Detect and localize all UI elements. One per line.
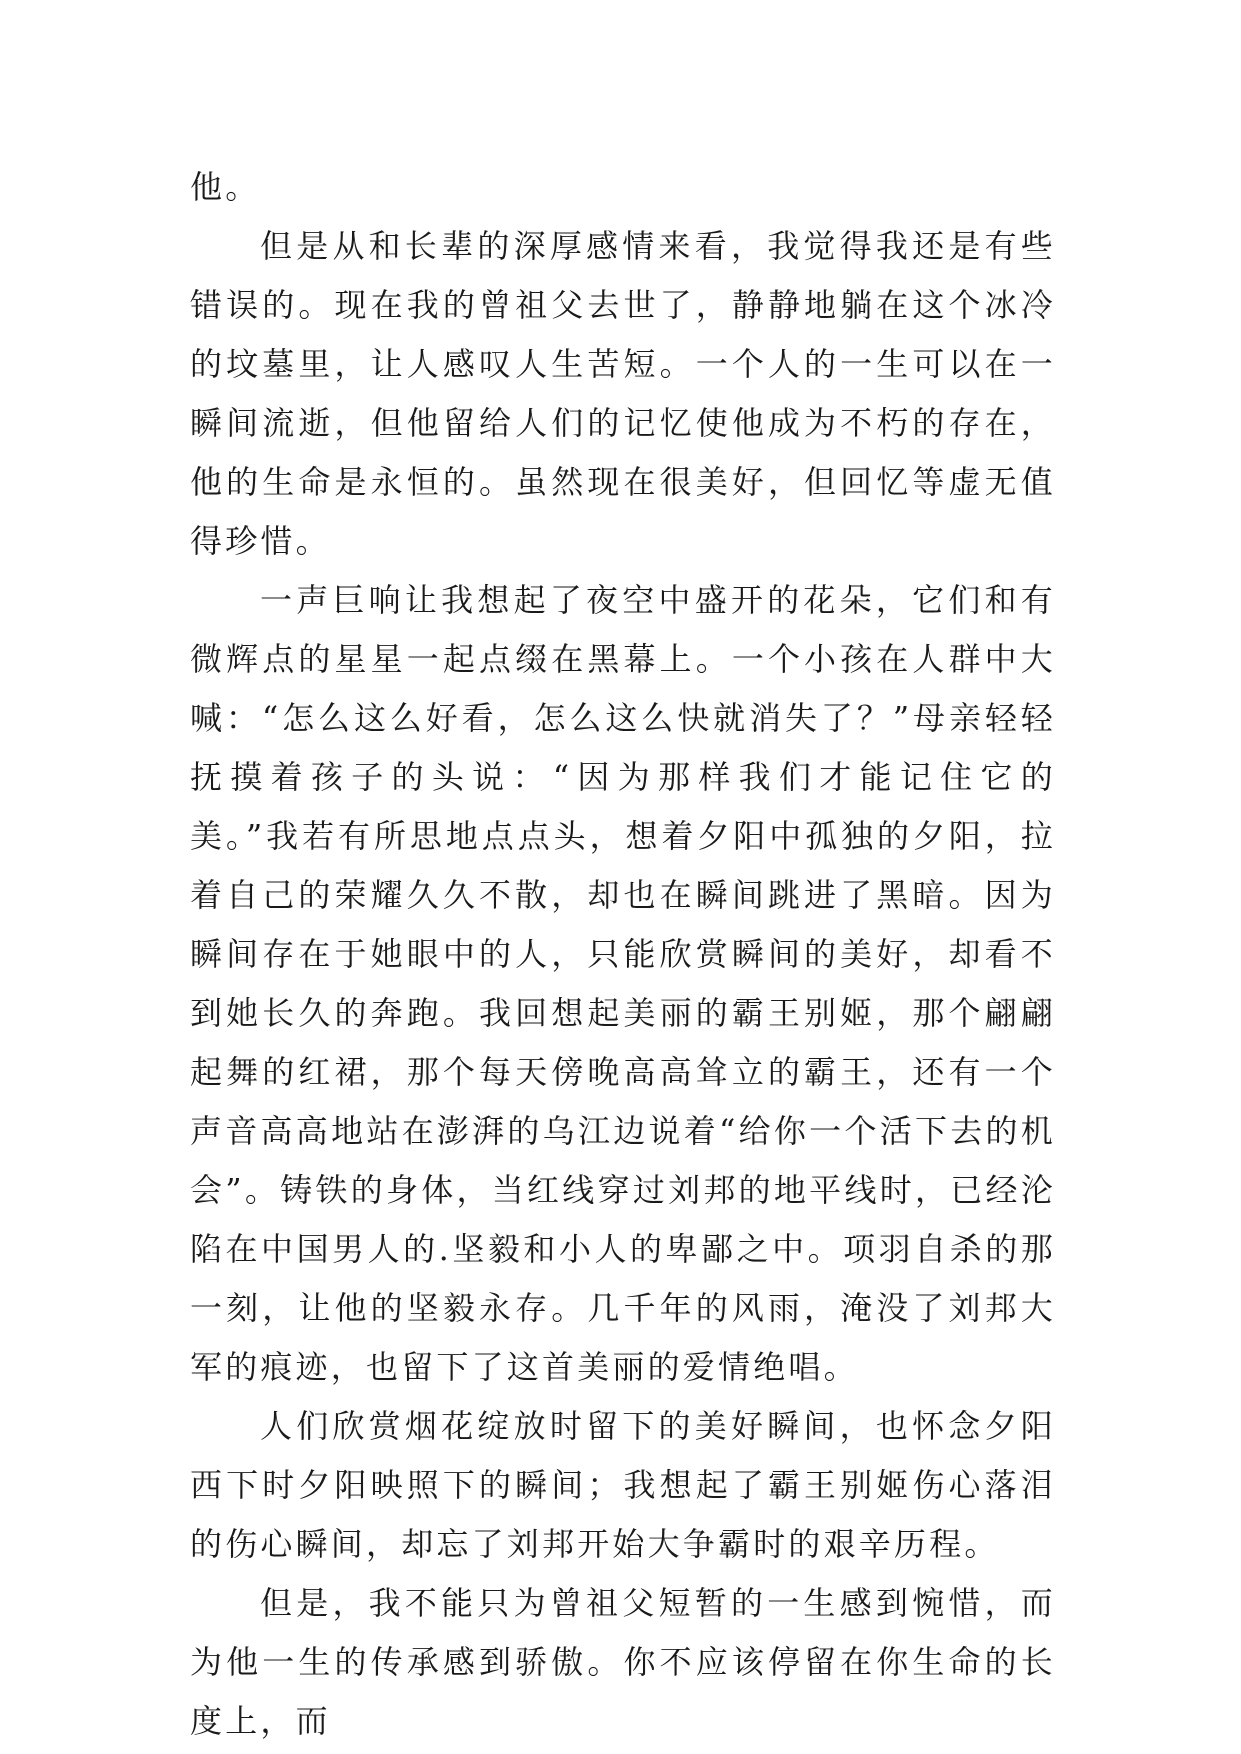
paragraph-legacy-pride: 但是，我不能只为曾祖父短暂的一生感到惋惜，而为他一生的传承感到骄傲。你不应该停留在你生命的长度上，而: [190, 1584, 1056, 1740]
paragraph-ancestor-reflection: 但是从和长辈的深厚感情来看，我觉得我还是有些错误的。现在我的曾祖父去世了，静静地躺在这个冰冷的坟墓里，让人感叹人生苦短。一个人的一生可以在一瞬间流逝，但他留给人们的记忆使他成为不朽的存在，他的生命是永恒的。虽然现在很美好，但回忆等虚无值得珍惜。: [190, 227, 1056, 560]
document-body: [190, 158, 1056, 1751]
paragraph-appreciating-moments: 人们欣赏烟花绽放时留下的美好瞬间，也怀念夕阳西下时夕阳映照下的瞬间；我想起了霸王别姬伤心落泪的伤心瞬间，却忘了刘邦开始大争霸时的艰辛历程。: [190, 1407, 1056, 1563]
paragraph-fireworks-and-farewell-my-concubine: 一声巨响让我想起了夜空中盛开的花朵，它们和有微辉点的星星一起点缀在黑幕上。一个小孩在人群中大喊：“怎么这么好看，怎么这么快就消失了？”母亲轻轻抚摸着孩子的头说：“因为那样我们才能记住它的美。”我若有所思地点点头，想着夕阳中孤独的夕阳，拉着自己的荣耀久久不散，却也在瞬间跳进了黑暗。因为瞬间存在于她眼中的人，只能欣赏瞬间的美好，却看不到她长久的奔跑。我回想起美丽的霸王别姬，那个翩翩起舞的红裙，那个每天傍晚高高耸立的霸王，还有一个声音高高地站在澎湃的乌江边说着“给你一个活下去的机会”。铸铁的身体，当红线穿过刘邦的地平线时，已经沦陷在中国男人的.坚毅和小人的卑鄙之中。项羽自杀的那一刻，让他的坚毅永存。几千年的风雨，淹没了刘邦大军的痕迹，也留下了这首美丽的爱情绝唱。: [190, 581, 1056, 1386]
paragraph-continuation: 他。: [190, 168, 261, 206]
